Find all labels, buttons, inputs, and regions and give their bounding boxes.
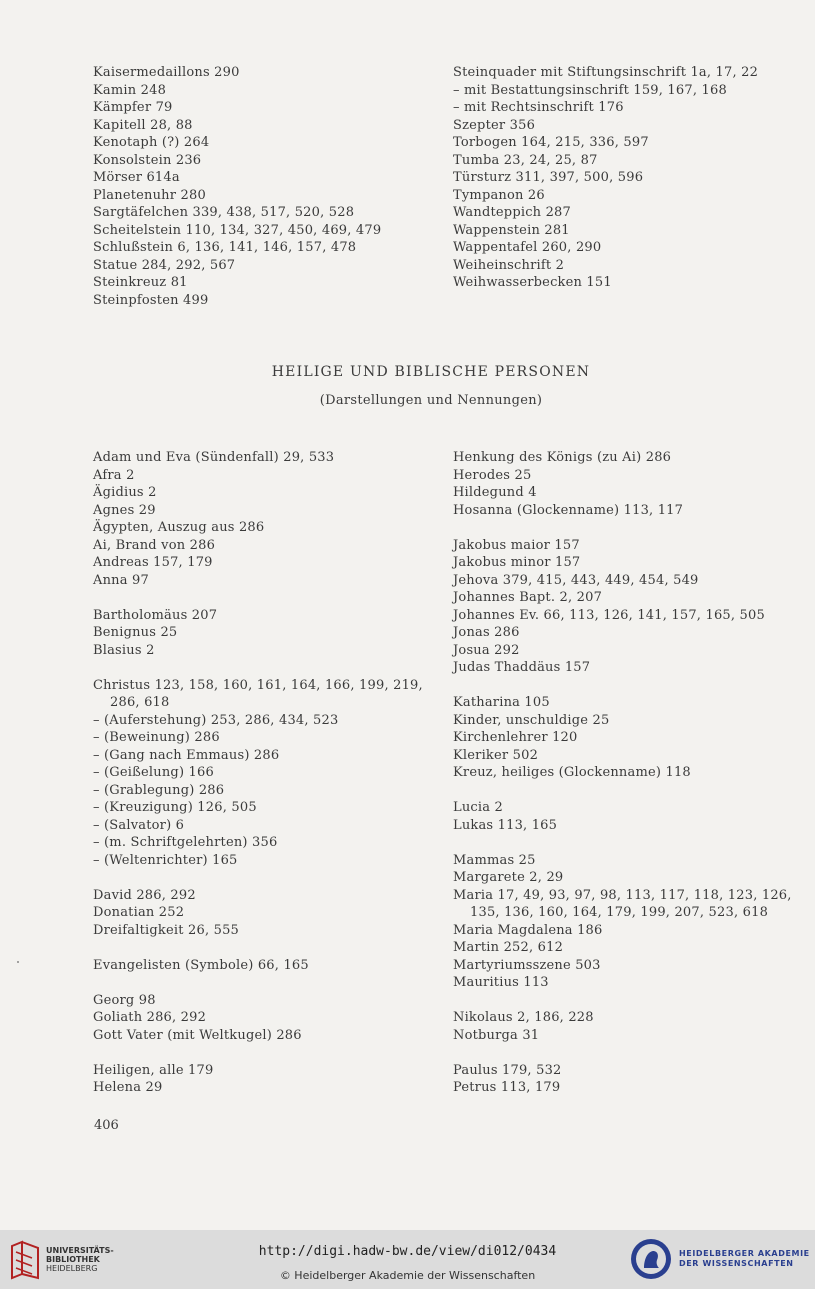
group-spacer (93, 974, 423, 992)
persons-index-right-column (453, 449, 792, 1097)
upper-index-left-column (93, 64, 381, 309)
index-entry: Ägypten, Auszug aus 286 (93, 520, 265, 535)
section-title: HEILIGE UND BIBLISCHE PERSONEN (271, 364, 591, 380)
index-entry: Gott Vater (mit Weltkugel) 286 (93, 1027, 302, 1043)
index-entry: Hildegund 4 (453, 485, 537, 500)
index-entry: Katharina 105 (453, 695, 550, 710)
library-name-line: UNIVERSITÄTS- (46, 1246, 114, 1255)
index-entry: Dreifaltigkeit 26, 555 (93, 922, 240, 938)
index-entry: Andreas 157, 179 (93, 555, 213, 570)
group-spacer (453, 782, 792, 800)
index-entry: Hosanna (Glockenname) 113, 117 (453, 502, 684, 518)
index-entry: Afra 2 (93, 467, 135, 483)
index-entry: Judas Thaddäus 157 (453, 660, 591, 675)
index-entry: Ägidius 2 (93, 485, 157, 500)
library-name-line: BIBLIOTHEK (46, 1255, 100, 1264)
index-entry: Paulus 179, 532 (453, 1062, 562, 1078)
index-entry: Tympanon 26 (453, 187, 545, 203)
index-entry: Adam und Eva (Sündenfall) 29, 533 (93, 450, 335, 465)
index-entry: Evangelisten (Symbole) 66, 165 (93, 957, 309, 973)
index-entry-continuation: 135, 136, 160, 164, 179, 199, 207, 523, 618 (470, 905, 769, 920)
index-entry: Türsturz 311, 397, 500, 596 (453, 170, 644, 185)
index-entry: David 286, 292 (93, 887, 196, 903)
index-entry: Heiligen, alle 179 (93, 1062, 214, 1078)
index-entry: Lucia 2 (453, 800, 503, 815)
index-entry: Schlußstein 6, 136, 141, 146, 157, 478 (93, 240, 357, 255)
index-entry: Torbogen 164, 215, 336, 597 (453, 135, 649, 150)
index-entry: Weiheinschrift 2 (453, 257, 565, 273)
index-subentry: – (Geißelung) 166 (93, 765, 214, 780)
group-spacer (453, 519, 792, 537)
index-entry: – mit Rechtsinschrift 176 (453, 100, 624, 115)
index-entry: Nikolaus 2, 186, 228 (453, 1010, 594, 1025)
index-entry: Helena 29 (93, 1080, 163, 1095)
index-entry: Kamin 248 (93, 82, 167, 98)
index-entry: Maria 17, 49, 93, 97, 98, 113, 117, 118, 123, 126, (453, 887, 792, 903)
index-entry: Kenotaph (?) 264 (93, 135, 210, 150)
index-subentry: – (Beweinung) 286 (93, 730, 220, 745)
index-entry: Jonas 286 (453, 625, 520, 640)
index-entry: Konsolstein 236 (93, 152, 202, 168)
index-entry: Georg 98 (93, 992, 156, 1008)
index-entry: Martyriumsszene 503 (453, 957, 601, 973)
index-entry: – mit Bestattungsinschrift 159, 167, 168 (453, 82, 727, 98)
group-spacer (93, 589, 423, 607)
index-entry: Kleriker 502 (453, 747, 539, 763)
index-subentry: – (Auferstehung) 253, 286, 434, 523 (93, 712, 339, 728)
index-entry: Statue 284, 292, 567 (93, 257, 236, 273)
academy-seal-icon[interactable] (630, 1238, 672, 1280)
index-subentry: – (Salvator) 6 (93, 817, 185, 833)
index-entry: Weihwasserbecken 151 (453, 275, 612, 290)
upper-index-right-column (453, 64, 758, 292)
index-entry: Jakobus minor 157 (453, 555, 581, 570)
index-entry: Christus 123, 158, 160, 161, 164, 166, 199, 219, (93, 677, 423, 693)
index-entry: Herodes 25 (453, 467, 532, 483)
index-entry: Lukas 113, 165 (453, 817, 558, 833)
index-entry: Planetenuhr 280 (93, 187, 206, 203)
index-entry: Tumba 23, 24, 25, 87 (453, 152, 598, 168)
permalink-url[interactable]: http://digi.hadw-bw.de/view/di012/0434 (258, 1244, 557, 1259)
index-entry: Steinkreuz 81 (93, 275, 188, 290)
index-entry: Kreuz, heiliges (Glockenname) 118 (453, 765, 691, 780)
scan-speck (17, 961, 19, 963)
index-entry: Notburga 31 (453, 1027, 540, 1043)
group-spacer (453, 677, 792, 695)
group-spacer (93, 1044, 423, 1062)
index-entry: Ai, Brand von 286 (93, 537, 216, 553)
index-entry: Wandteppich 287 (453, 205, 571, 220)
group-spacer (453, 992, 792, 1010)
academy-name-line: HEIDELBERGER AKADEMIE (679, 1249, 810, 1258)
index-subentry: – (Weltenrichter) 165 (93, 852, 238, 868)
index-entry: Scheitelstein 110, 134, 327, 450, 469, 479 (93, 222, 382, 238)
index-entry: Steinquader mit Stiftungsinschrift 1a, 17, 22 (453, 65, 759, 80)
index-entry: Jakobus maior 157 (453, 537, 580, 553)
index-entry: Margarete 2, 29 (453, 870, 564, 885)
group-spacer (453, 1044, 792, 1062)
index-entry: Benignus 25 (93, 625, 178, 640)
index-entry: Mörser 614a (93, 170, 180, 185)
group-spacer (93, 869, 423, 887)
index-entry: Johannes Ev. 66, 113, 126, 141, 157, 165, 505 (453, 607, 765, 623)
group-spacer (93, 939, 423, 957)
index-entry: Steinpfosten 499 (93, 292, 209, 308)
index-entry: Anna 97 (93, 572, 149, 588)
index-entry: Petrus 113, 179 (453, 1080, 561, 1095)
section-subtitle: (Darstellungen und Nennungen) (319, 393, 543, 408)
group-spacer (93, 659, 423, 677)
index-entry: Martin 252, 612 (453, 940, 564, 955)
index-entry: Blasius 2 (93, 642, 155, 658)
library-name-line: HEIDELBERG (46, 1264, 98, 1273)
index-entry: Kirchenlehrer 120 (453, 730, 578, 745)
viewer-footer (0, 1230, 815, 1289)
academy-name[interactable] (679, 1249, 810, 1269)
index-entry: Bartholomäus 207 (93, 607, 218, 623)
index-entry: Sargtäfelchen 339, 438, 517, 520, 528 (93, 205, 355, 220)
page-number: 406 (94, 1118, 119, 1133)
group-spacer (453, 834, 792, 852)
index-entry: Josua 292 (453, 642, 520, 658)
index-entry: Kinder, unschuldige 25 (453, 712, 610, 728)
index-entry: Wappenstein 281 (453, 222, 570, 238)
index-entry: Szepter 356 (453, 117, 536, 133)
persons-index-left-column (93, 449, 423, 1097)
index-entry: Wappentafel 260, 290 (453, 240, 602, 255)
index-entry: Jehova 379, 415, 443, 449, 454, 549 (453, 572, 699, 588)
index-subentry: – (m. Schriftgelehrten) 356 (93, 835, 278, 850)
index-subentry: – (Gang nach Emmaus) 286 (93, 747, 280, 763)
index-entry: Henkung des Königs (zu Ai) 286 (453, 450, 672, 465)
index-entry: Kämpfer 79 (93, 100, 173, 115)
index-entry: Johannes Bapt. 2, 207 (453, 590, 603, 605)
academy-name-line: DER WISSENSCHAFTEN (679, 1259, 794, 1268)
index-subentry: – (Grablegung) 286 (93, 782, 225, 798)
index-entry: Maria Magdalena 186 (453, 922, 603, 938)
index-entry: Kaisermedaillons 290 (93, 65, 240, 80)
copyright-notice: © Heidelberger Akademie der Wissenschaften (279, 1269, 536, 1282)
index-entry: Mammas 25 (453, 852, 536, 868)
index-entry-continuation: 286, 618 (110, 695, 170, 710)
index-entry: Mauritius 113 (453, 975, 549, 990)
index-subentry: – (Kreuzigung) 126, 505 (93, 800, 257, 815)
index-entry: Kapitell 28, 88 (93, 117, 193, 133)
index-entry: Donatian 252 (93, 905, 185, 920)
index-entry: Agnes 29 (93, 502, 156, 518)
index-entry: Goliath 286, 292 (93, 1010, 207, 1025)
